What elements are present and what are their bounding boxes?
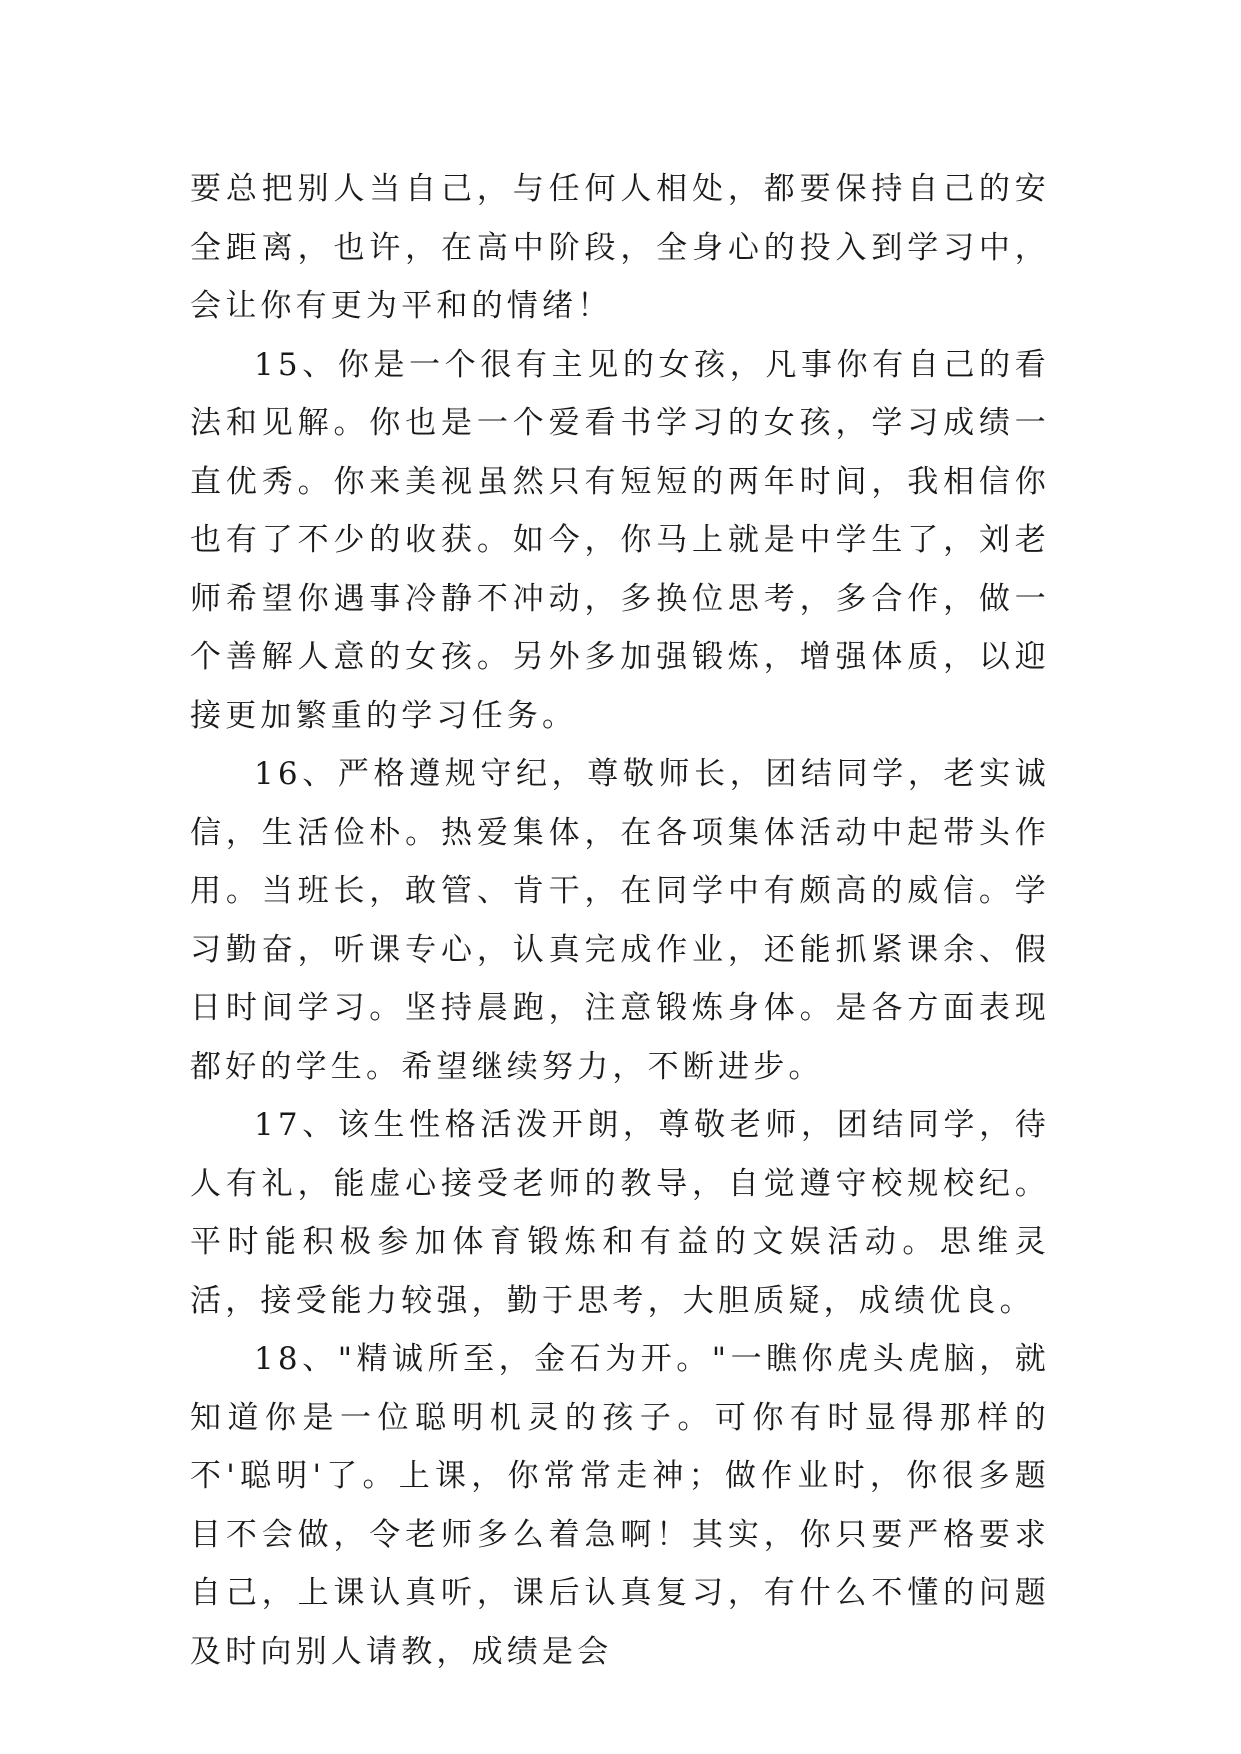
paragraph-18: 18、"精诚所至，金石为开。"一瞧你虎头虎脑，就知道你是一位聪明机灵的孩子。可你有时显得那样的不'聪明'了。上课，你常常走神；做作业时，你很多题目不会做，令老师多么着急啊！其实，你只要严格要求自己，上课认真听，课后认真复习，有什么不懂的问题及时向别人请教，成绩是会	[190, 1341, 1050, 1670]
paragraph-14-continuation: 要总把别人当自己，与任何人相处，都要保持自己的安全距离，也许，在高中阶段，全身心的投入到学习中，会让你有更为平和的情绪！	[190, 171, 1050, 324]
paragraph-15: 15、你是一个很有主见的女孩，凡事你有自己的看法和见解。你也是一个爱看书学习的女孩，学习成绩一直优秀。你来美视虽然只有短短的两年时间，我相信你也有了不少的收获。如今，你马上就是中学生了，刘老师希望你遇事冷静不冲动，多换位思考，多合作，做一个善解人意的女孩。另外多加强锻炼，增强体质，以迎接更加繁重的学习任务。	[190, 346, 1050, 734]
document-body	[190, 160, 1050, 1681]
paragraph-17: 17、该生性格活泼开朗，尊敬老师，团结同学，待人有礼，能虚心接受老师的教导，自觉遵守校规校纪。平时能积极参加体育锻炼和有益的文娱活动。思维灵活，接受能力较强，勤于思考，大胆质疑，成绩优良。	[190, 1107, 1050, 1319]
paragraph-16: 16、严格遵规守纪，尊敬师长，团结同学，老实诚信，生活俭朴。热爱集体，在各项集体活动中起带头作用。当班长，敢管、肯干，在同学中有颇高的威信。学习勤奋，听课专心，认真完成作业，还能抓紧课余、假日时间学习。坚持晨跑，注意锻炼身体。是各方面表现都好的学生。希望继续努力，不断进步。	[190, 756, 1050, 1085]
